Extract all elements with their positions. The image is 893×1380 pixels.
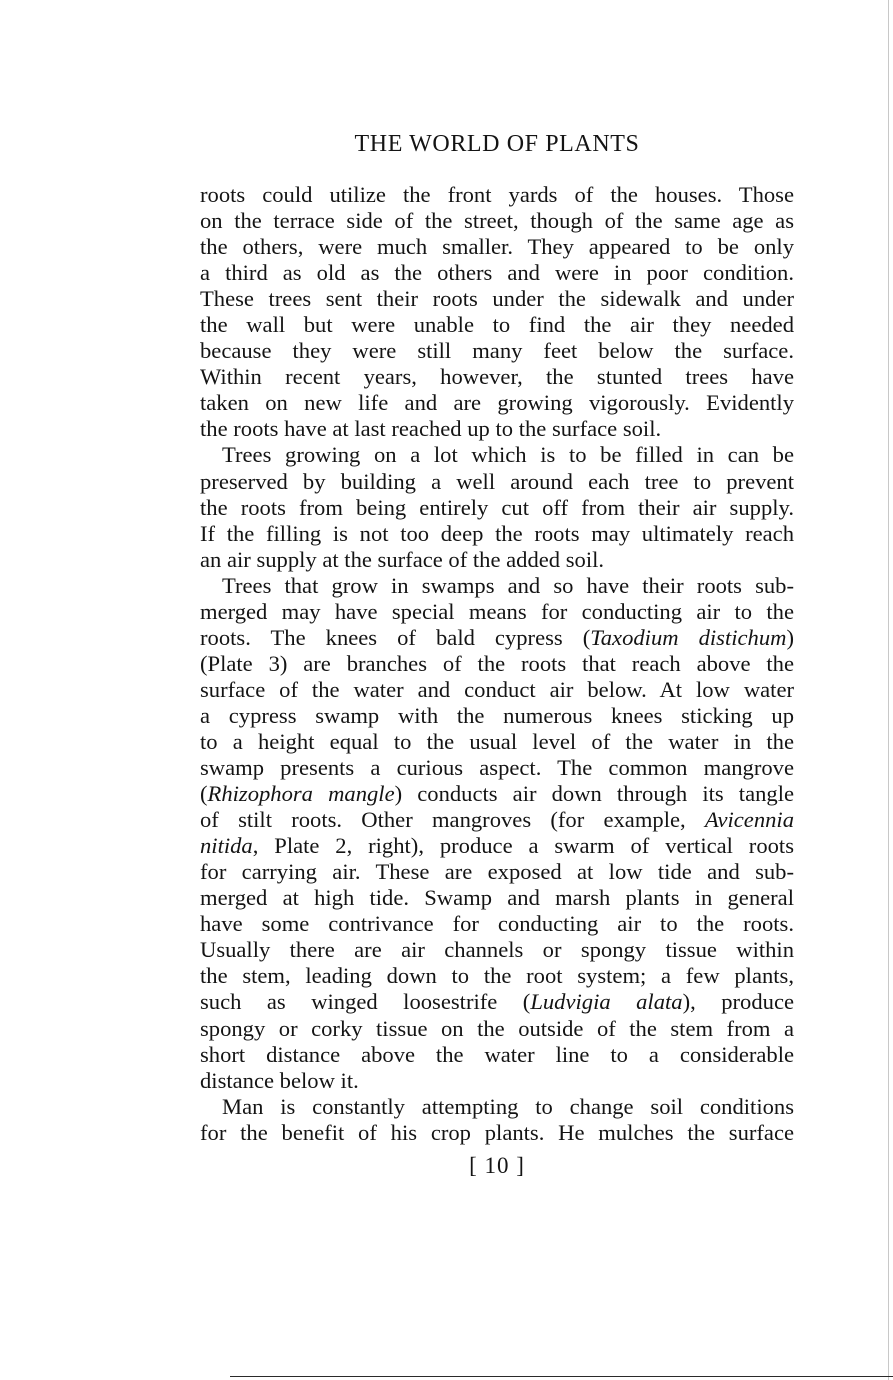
text-segment: Trees growing on a lot which is to be filled in can be <box>222 442 794 468</box>
text-segment: the roots from being entirely cut off from their air supply. <box>200 494 794 520</box>
body-text <box>200 182 794 1146</box>
scan-bottom-rule <box>230 1376 893 1377</box>
text-line <box>200 286 794 312</box>
page-edge-line <box>888 0 889 1380</box>
text-line <box>200 859 794 885</box>
text-line <box>200 885 794 911</box>
text-segment: a third as old as the others and were in poor condition. <box>200 260 794 286</box>
text-segment: to a height equal to the usual level of the water in the <box>200 728 794 754</box>
text-segment: on the terrace side of the street, though of the same age as <box>200 208 794 234</box>
text-segment: surface of the water and conduct air below. At low water <box>200 676 794 702</box>
text-line <box>200 911 794 937</box>
text-segment: roots. The knees of bald cypress ( <box>200 624 591 650</box>
text-line <box>200 599 794 625</box>
text-line <box>200 338 794 364</box>
text-segment: the roots have at last reached up to the surface soil. <box>200 416 662 442</box>
text-segment: a cypress swamp with the numerous knees sticking up <box>200 702 794 728</box>
text-line <box>200 442 794 468</box>
text-line <box>200 521 794 547</box>
text-segment: ) <box>786 624 795 650</box>
text-line <box>200 807 794 833</box>
text-line <box>200 234 794 260</box>
text-segment: short distance above the water line to a considerable <box>200 1041 794 1067</box>
text-line <box>200 677 794 703</box>
text-segment: an air supply at the surface of the added soil. <box>200 546 605 572</box>
text-line <box>200 625 794 651</box>
text-segment: the others, were much smaller. They appeared to be only <box>200 234 794 260</box>
text-segment: If the filling is not too deep the roots may ultimately reach <box>200 520 794 546</box>
italic-taxon-name: Taxodium distichum <box>590 624 787 650</box>
italic-taxon-name: nitida <box>200 833 253 859</box>
text-segment: ) conducts air down through its tangle <box>394 781 794 807</box>
text-segment: , Plate 2, right), produce a swarm of vertical roots <box>252 833 794 859</box>
text-line <box>200 963 794 989</box>
text-segment: merged at high tide. Swamp and marsh plants in general <box>200 885 794 911</box>
text-segment: distance below it. <box>200 1067 359 1093</box>
text-segment: the stem, leading down to the root system; a few plants, <box>200 963 794 989</box>
text-line <box>200 312 794 338</box>
text-segment: ( <box>200 781 208 807</box>
text-line <box>200 755 794 781</box>
text-segment: ), produce <box>682 989 794 1015</box>
text-line <box>200 364 794 390</box>
text-line <box>200 989 794 1015</box>
text-segment: These trees sent their roots under the sidewalk and under <box>200 286 794 312</box>
text-line <box>200 1120 794 1146</box>
text-segment: Man is constantly attempting to change soil conditions <box>222 1093 794 1119</box>
text-line <box>200 1068 794 1094</box>
text-line <box>200 182 794 208</box>
text-segment: the wall but were unable to find the air they needed <box>200 312 794 338</box>
text-line <box>200 469 794 495</box>
text-segment: Within recent years, however, the stunted trees have <box>200 364 794 390</box>
text-line <box>200 495 794 521</box>
text-line <box>200 703 794 729</box>
text-line <box>200 937 794 963</box>
text-segment: Trees that grow in swamps and so have their roots sub- <box>222 572 794 598</box>
text-segment: swamp presents a curious aspect. The common mangrove <box>200 755 794 781</box>
text-segment: (Plate 3) are branches of the roots that reach above the <box>200 650 794 676</box>
text-line <box>200 260 794 286</box>
text-line <box>200 1094 794 1120</box>
text-segment: preserved by building a well around each tree to prevent <box>200 468 794 494</box>
italic-taxon-name: Avicennia <box>704 807 794 833</box>
running-head: THE WORLD OF PLANTS <box>354 131 640 157</box>
text-segment: such as winged loosestrife ( <box>200 989 531 1015</box>
italic-taxon-name: Rhizophora mangle <box>207 781 395 807</box>
text-segment: roots could utilize the front yards of the houses. Those <box>200 182 794 207</box>
text-line <box>200 729 794 755</box>
text-line <box>200 651 794 677</box>
text-segment: have some contrivance for conducting air to the roots. <box>200 911 794 937</box>
text-segment: for the benefit of his crop plants. He mulches the surface <box>200 1119 794 1145</box>
text-line <box>200 781 794 807</box>
text-segment: of stilt roots. Other mangroves (for example, <box>200 807 705 833</box>
text-segment: Usually there are air channels or spongy tissue within <box>200 937 794 963</box>
text-line <box>200 1042 794 1068</box>
text-segment: because they were still many feet below the surface. <box>200 338 794 364</box>
text-line <box>200 390 794 416</box>
text-line <box>200 208 794 234</box>
page-number: [ 10 ] <box>469 1153 525 1178</box>
italic-taxon-name: Ludvigia alata <box>530 989 683 1015</box>
text-segment: spongy or corky tissue on the outside of the stem from a <box>200 1015 794 1041</box>
text-line <box>200 1016 794 1042</box>
text-line <box>200 547 794 573</box>
text-line <box>200 833 794 859</box>
text-line <box>200 573 794 599</box>
text-segment: taken on new life and are growing vigorously. Evidently <box>200 390 794 416</box>
text-segment: merged may have special means for conducting air to the <box>200 598 794 624</box>
text-line <box>200 416 794 442</box>
text-segment: for carrying air. These are exposed at low tide and sub- <box>200 859 794 885</box>
